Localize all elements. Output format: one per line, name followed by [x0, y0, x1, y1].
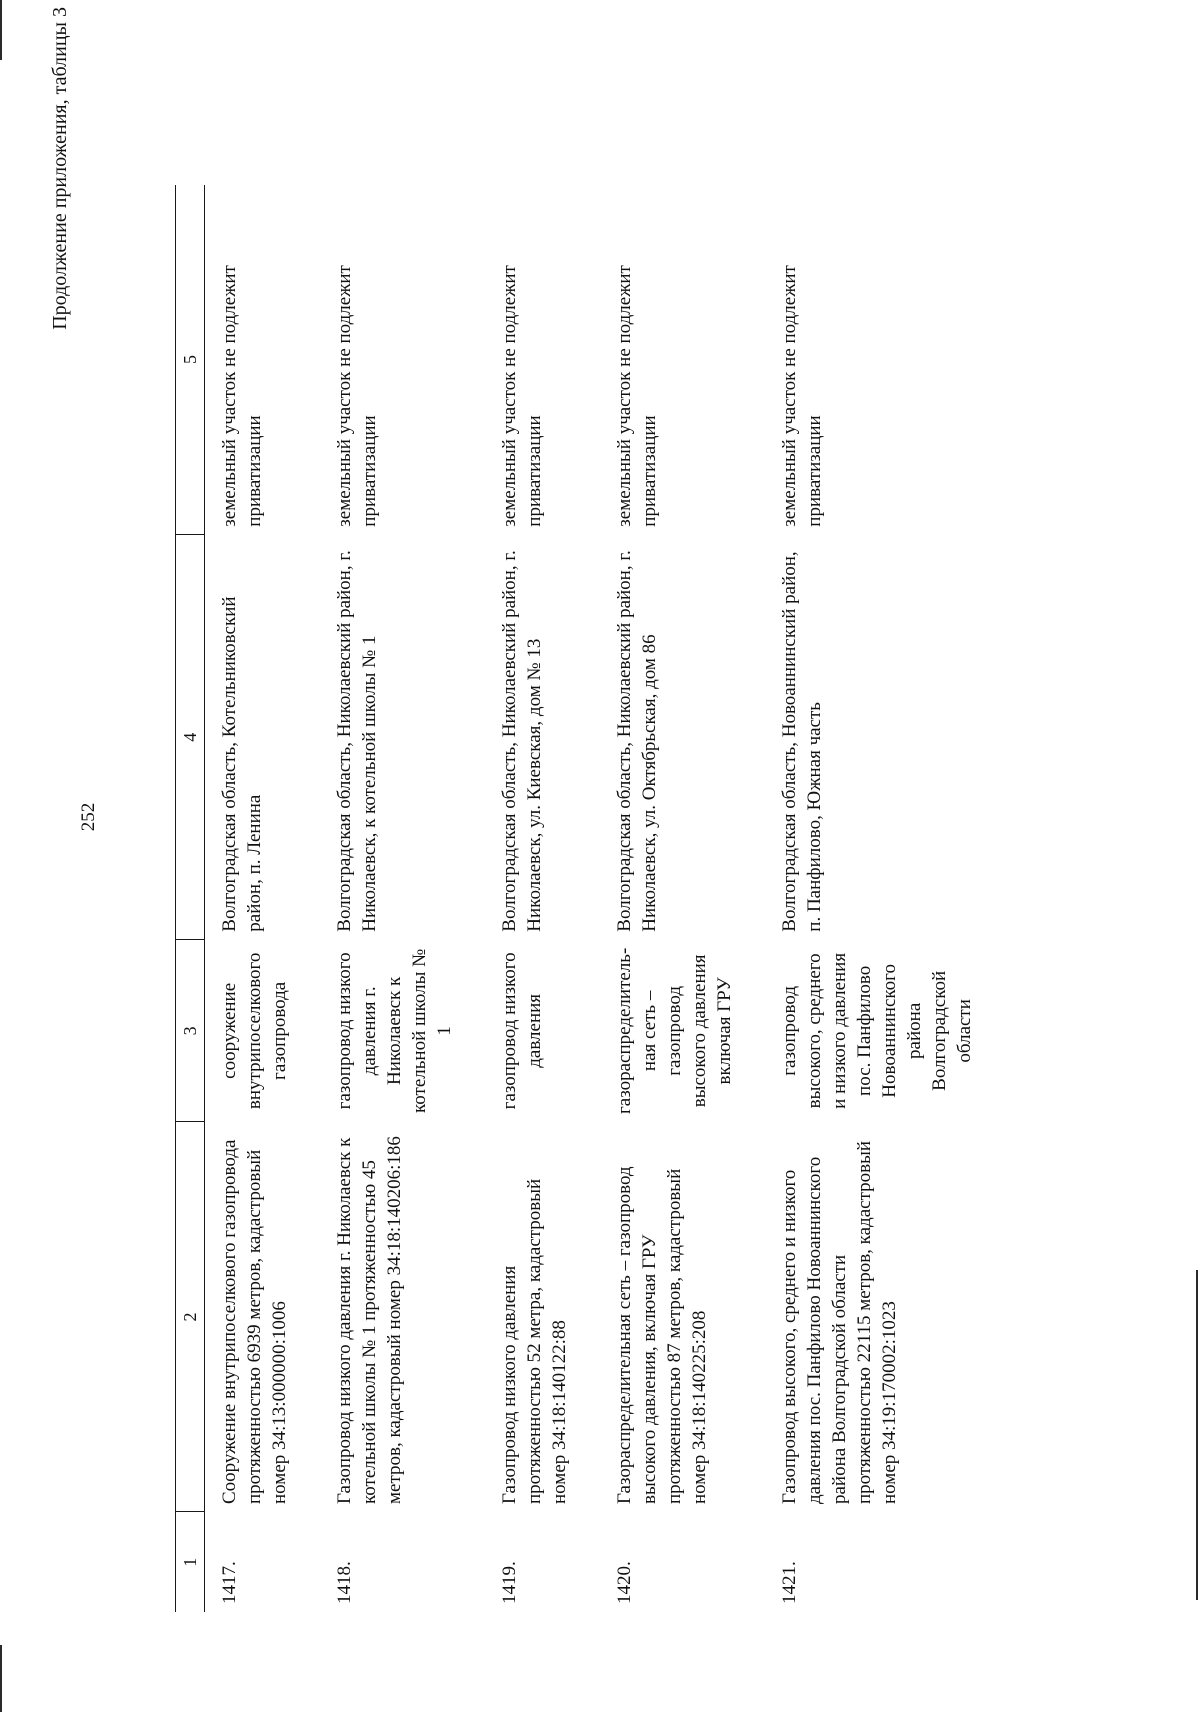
object-name: Газопровод низкого давления г. Николаевск к котельной школы № 1 протяженностью 45 метров, кадастровый номер 34:18:140206:186 — [334, 1136, 405, 1504]
object-name: Сооружение внутрипоселкового газопровода протяженностью 6939 метров, кадастровый номер 34:13:000000:1006 — [219, 1139, 290, 1504]
object-note: земельный участок не подлежит приватизации — [499, 265, 545, 527]
continuation-caption: Продолжение приложения, таблицы 3 — [49, 7, 71, 330]
table-row — [485, 185, 600, 1612]
header-col-5: 5 — [176, 185, 205, 535]
object-purpose: газопровод низкого давления — [499, 952, 545, 1110]
table-row — [600, 185, 765, 1612]
header-col-2: 2 — [176, 1122, 205, 1512]
row-number: 1418. — [334, 1561, 355, 1604]
object-name: Газораспределительная сеть – газопровод высокого давления, включая ГРУ протяженностью 87 метров, кадастровый номер 34:18:140225:208 — [614, 1166, 710, 1504]
object-note: земельный участок не подлежит приватизации — [779, 265, 825, 527]
header-col-4: 4 — [176, 535, 205, 940]
object-note: земельный участок не подлежит приватизации — [334, 265, 380, 527]
object-address: Волгоградская область, Николаевский район, г. Николаевск, ул. Киевская, дом № 13 — [499, 550, 545, 932]
object-note: земельный участок не подлежит приватизации — [219, 265, 265, 527]
row-number: 1421. — [779, 1561, 800, 1604]
registry-table — [175, 185, 1005, 1612]
table-row — [205, 185, 321, 1612]
row-number: 1419. — [499, 1561, 520, 1604]
object-address: Волгоградская область, Николаевский район, г. Николаевск, ул. Октябрьская, дом 86 — [614, 550, 660, 932]
object-note: земельный участок не подлежит приватизации — [614, 265, 660, 527]
row-number: 1417. — [219, 1561, 240, 1604]
object-purpose: газопровод низкого давления г. Николаевск к котельной школы № 1 — [334, 948, 455, 1113]
object-address: Волгоградская область, Николаевский район, г. Николаевск, к котельной школы № 1 — [334, 550, 380, 932]
header-col-1: 1 — [176, 1512, 205, 1612]
table-row — [320, 185, 485, 1612]
object-name: Газопровод высокого, среднего и низкого давления пос. Панфилово Новоаннинского района Волгоградской области протяженностью 22115 метров, кадастровый номер 34:19:170002:1023 — [779, 1140, 900, 1504]
row-number: 1420. — [614, 1561, 635, 1604]
page-number: 252 — [78, 802, 99, 832]
header-col-3: 3 — [176, 940, 205, 1122]
object-purpose: газораспределитель-ная сеть – газопровод высокого давления включая ГРУ — [614, 947, 735, 1114]
object-purpose: сооружение внутрипоселкового газопровода — [219, 952, 290, 1110]
table-row — [765, 185, 1005, 1612]
header-row — [176, 185, 205, 1612]
object-purpose: газопровод высокого, среднего и низкого давления пос. Панфилово Новоаннинского района Волгоградской области — [779, 952, 975, 1109]
object-name: Газопровод низкого давления протяженностью 52 метра, кадастровый номер 34:18:140122:88 — [499, 1178, 570, 1504]
object-address: Волгоградская область, Новоаннинский район, п. Панфилово, Южная часть — [779, 551, 825, 932]
object-address: Волгоградская область, Котельниковский район, п. Ленина — [219, 596, 265, 932]
